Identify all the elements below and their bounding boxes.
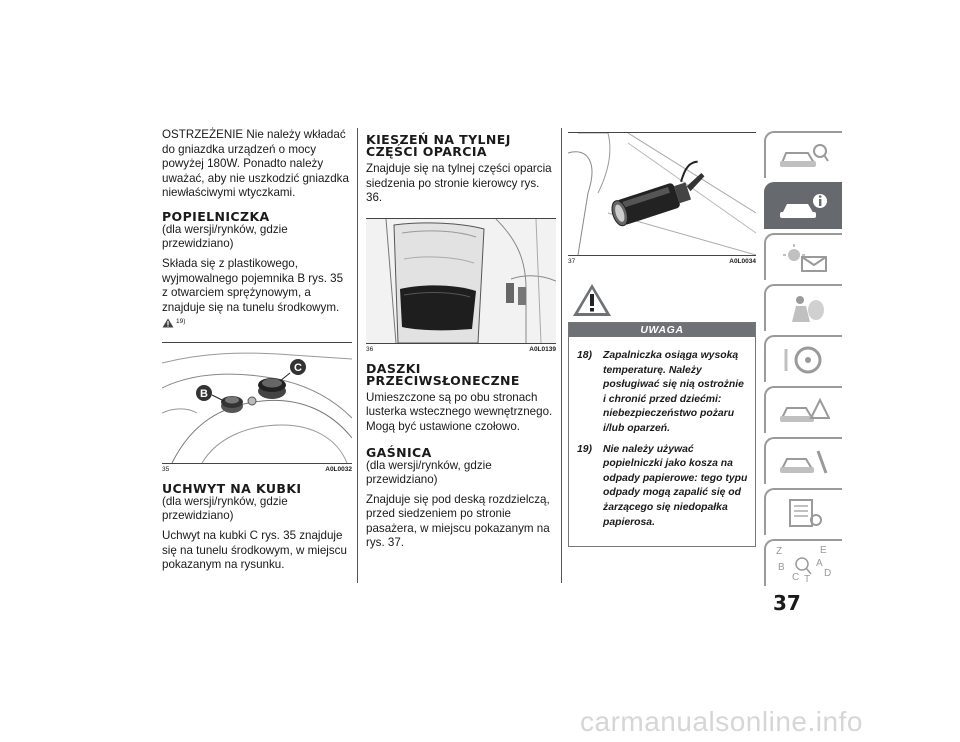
- cupholder-heading: UCHWYT NA KUBKI: [162, 481, 302, 497]
- figure-number: 36: [366, 345, 374, 353]
- figure-code: A0L0139: [529, 345, 556, 353]
- pocket-heading-line1: KIESZEŃ NA TYLNEJ: [366, 132, 511, 147]
- tab-car-info[interactable]: [764, 182, 842, 229]
- warning-triangle-icon: [572, 283, 612, 317]
- label-b: B: [200, 388, 208, 401]
- figure-37-caption: [568, 256, 756, 265]
- column-divider-1: [357, 128, 358, 583]
- socket-warning-text: OSTRZEŻENIE Nie należy wkładać do gniazdka urządzeń o mocy powyżej 180W. Ponadto należy uważać, aby nie uszkodzić gniazdka niewłaściwymi wtyczkami.: [162, 128, 349, 200]
- specs-list-icon: [778, 498, 830, 528]
- airbag-person-icon: [778, 294, 830, 324]
- index-letter: E: [820, 544, 827, 556]
- chapter-tabs: [764, 131, 842, 590]
- warning-list: [569, 337, 755, 546]
- pocket-heading-line2: CZĘŚCI OPARCIA: [366, 144, 487, 159]
- warning-item: [577, 349, 749, 437]
- index-letter: T: [804, 573, 811, 584]
- figure-36-caption: [366, 344, 556, 353]
- figure-37: [568, 132, 756, 256]
- car-warning-icon: [778, 396, 830, 426]
- tab-emergency[interactable]: [764, 386, 842, 433]
- index-letter: A: [816, 557, 823, 569]
- figure-35: [162, 342, 352, 464]
- warning-header: UWAGA: [569, 323, 755, 337]
- seat-pocket-illustration: [366, 219, 556, 343]
- warning-number: 18): [577, 350, 593, 361]
- visor-text: Umieszczone są po obu stronach lusterka wstecznego wewnętrznego. Mogą być ustawione czołowo.: [366, 390, 553, 433]
- tab-driving[interactable]: [764, 335, 842, 382]
- warning-item: [577, 443, 749, 531]
- figure-number: 35: [162, 466, 170, 474]
- car-search-icon: [778, 141, 830, 171]
- figure-35-caption: [162, 464, 352, 473]
- tab-index[interactable]: [764, 539, 842, 586]
- warning-reference[interactable]: 19): [162, 315, 185, 330]
- index-letter: C: [792, 571, 800, 583]
- page-number: 37: [773, 591, 801, 615]
- index-letter: D: [824, 567, 832, 579]
- ashtray-subtitle: (dla wersji/rynków, gdzie przewidziano): [162, 222, 288, 250]
- extinguisher-heading: GAŚNICA: [366, 444, 432, 460]
- visor-heading-line2: PRZECIWSŁONECZNE: [366, 372, 520, 388]
- tab-car-overview[interactable]: [764, 131, 842, 178]
- warning-box: [568, 322, 756, 547]
- column-1: [162, 128, 352, 581]
- tab-safety[interactable]: [764, 284, 842, 331]
- figure-number: 37: [568, 258, 576, 265]
- warning-text: Nie należy używać popielniczki jako kosza na odpady papierowe: tego typu odpady mogą zapalić się od żarzącego się niedopałka papierosa.: [603, 443, 748, 528]
- column-3: [568, 132, 756, 547]
- cupholder-subtitle: (dla wersji/rynków, gdzie przewidziano): [162, 495, 288, 523]
- column-2: [366, 128, 556, 559]
- tab-maintenance[interactable]: [764, 437, 842, 484]
- visor-heading-line1: DASZKI: [366, 360, 421, 376]
- figure-code: A0L0032: [325, 466, 352, 474]
- alphabet-index-icon: [774, 544, 834, 584]
- fire-extinguisher-illustration: [568, 133, 756, 255]
- extinguisher-text: Znajduje się pod deską rozdzielczą, przed siedzeniem po stronie pasażera, w miejscu pokazanym na rys. 37.: [366, 492, 550, 550]
- car-wrench-icon: [778, 447, 830, 477]
- cupholder-text: Uchwyt na kubki C rys. 35 znajduje się na tunelu środkowym, w miejscu pokazanym na rysunku.: [162, 529, 347, 572]
- figure-code: A0L0034: [729, 258, 756, 265]
- index-letter: B: [778, 561, 785, 573]
- label-c: C: [294, 362, 302, 375]
- steering-wheel-icon: [778, 345, 830, 375]
- column-divider-2: [561, 128, 562, 583]
- tab-warning-lights[interactable]: [764, 233, 842, 280]
- warning-light-mail-icon: [778, 243, 830, 273]
- warning-triangle-icon: [162, 318, 174, 328]
- index-letter: Z: [776, 545, 783, 557]
- watermark: carmanualsonline.info: [580, 706, 863, 737]
- car-info-icon: [778, 192, 830, 222]
- tab-specifications[interactable]: [764, 488, 842, 535]
- figure-36: [366, 218, 556, 344]
- warning-symbol: [568, 283, 756, 322]
- extinguisher-subtitle: (dla wersji/rynków, gdzie przewidziano): [366, 458, 492, 486]
- ashtray-heading: POPIELNICZKA: [162, 208, 270, 224]
- warning-number: 19): [577, 443, 593, 455]
- ashtray-cupholder-illustration: [162, 343, 352, 463]
- warning-text: Zapalniczka osiąga wysoką temperaturę. Należy posługiwać się nią ostrożnie i chronić przed dziećmi: niebezpieczeństwo pożaru i/lub oparzeń.: [603, 350, 744, 434]
- ashtray-text: Składa się z plastikowego, wyjmowalnego pojemnika B rys. 35 z otwarciem sprężynowym, a znajduje się na tunelu środkowym. 19): [162, 257, 352, 330]
- pocket-text: Znajduje się na tylnej części oparcia siedzenia po stronie kierowcy rys. 36.: [366, 162, 552, 205]
